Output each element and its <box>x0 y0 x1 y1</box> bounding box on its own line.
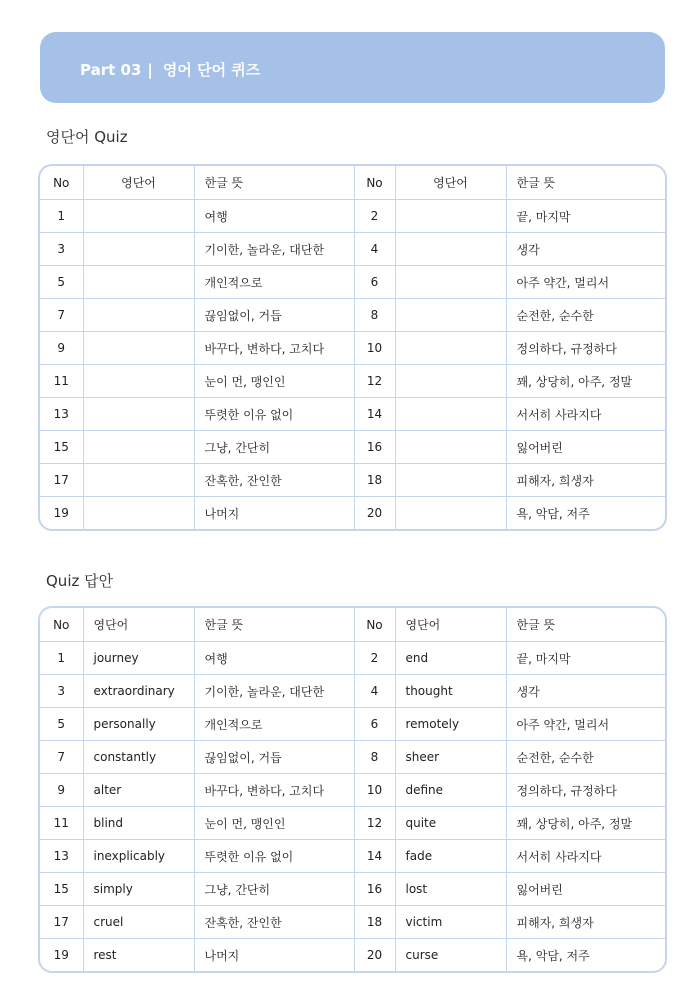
row-number: 3 <box>40 233 83 266</box>
row-word: alter <box>83 774 194 807</box>
row-meaning: 나머지 <box>194 939 354 972</box>
quiz-row <box>40 299 665 332</box>
answer-row <box>40 873 665 906</box>
row-word: extraordinary <box>83 675 194 708</box>
row-meaning: 바꾸다, 변하다, 고치다 <box>194 332 354 365</box>
row-meaning: 서서히 사라지다 <box>506 398 665 431</box>
row-meaning: 잃어버린 <box>506 431 665 464</box>
row-meaning: 잃어버린 <box>506 873 665 906</box>
row-word: inexplicably <box>83 840 194 873</box>
row-meaning: 뚜렷한 이유 없이 <box>194 840 354 873</box>
row-word: define <box>395 774 506 807</box>
row-number: 9 <box>40 332 83 365</box>
row-meaning: 잔혹한, 잔인한 <box>194 906 354 939</box>
word-blank <box>83 299 194 332</box>
row-number: 11 <box>40 807 83 840</box>
row-number: 12 <box>354 365 395 398</box>
row-number: 20 <box>354 939 395 972</box>
row-number: 11 <box>40 365 83 398</box>
word-blank <box>83 365 194 398</box>
row-meaning: 눈이 먼, 맹인인 <box>194 807 354 840</box>
word-blank <box>395 332 506 365</box>
row-number: 10 <box>354 774 395 807</box>
row-number: 1 <box>40 642 83 675</box>
word-blank <box>395 398 506 431</box>
quiz-row <box>40 431 665 464</box>
quiz-row <box>40 266 665 299</box>
answer-table <box>38 606 667 973</box>
row-number: 5 <box>40 266 83 299</box>
header-word: 영단어 <box>395 608 506 642</box>
row-word: victim <box>395 906 506 939</box>
row-number: 4 <box>354 675 395 708</box>
banner-title <box>80 59 260 80</box>
row-meaning: 아주 약간, 멀리서 <box>506 266 665 299</box>
row-number: 7 <box>40 741 83 774</box>
row-meaning: 그냥, 간단히 <box>194 873 354 906</box>
header-no: No <box>40 608 83 642</box>
row-meaning: 서서히 사라지다 <box>506 840 665 873</box>
row-number: 6 <box>354 266 395 299</box>
word-blank <box>395 431 506 464</box>
row-meaning: 꽤, 상당히, 아주, 정말 <box>506 807 665 840</box>
row-meaning: 아주 약간, 멀리서 <box>506 708 665 741</box>
row-number: 1 <box>40 200 83 233</box>
row-word: fade <box>395 840 506 873</box>
row-number: 20 <box>354 497 395 530</box>
header-word: 영단어 <box>83 166 194 200</box>
row-meaning: 순전한, 순수한 <box>506 299 665 332</box>
row-word: thought <box>395 675 506 708</box>
row-meaning: 피해자, 희생자 <box>506 464 665 497</box>
word-blank <box>83 464 194 497</box>
row-number: 19 <box>40 939 83 972</box>
header-meaning: 한글 뜻 <box>506 166 665 200</box>
quiz-row <box>40 332 665 365</box>
row-meaning: 뚜렷한 이유 없이 <box>194 398 354 431</box>
word-blank <box>83 233 194 266</box>
row-meaning: 눈이 먼, 맹인인 <box>194 365 354 398</box>
row-meaning: 여행 <box>194 642 354 675</box>
row-meaning: 생각 <box>506 233 665 266</box>
word-blank <box>83 332 194 365</box>
word-blank <box>395 233 506 266</box>
header-meaning: 한글 뜻 <box>506 608 665 642</box>
row-word: end <box>395 642 506 675</box>
banner-heading: 영어 단어 퀴즈 <box>162 61 261 79</box>
word-blank <box>83 200 194 233</box>
row-word: remotely <box>395 708 506 741</box>
answer-row <box>40 774 665 807</box>
row-number: 14 <box>354 398 395 431</box>
row-word: constantly <box>83 741 194 774</box>
row-number: 14 <box>354 840 395 873</box>
row-word: journey <box>83 642 194 675</box>
row-number: 19 <box>40 497 83 530</box>
word-blank <box>83 497 194 530</box>
row-meaning: 기이한, 놀라운, 대단한 <box>194 233 354 266</box>
row-meaning: 그냥, 간단히 <box>194 431 354 464</box>
row-number: 13 <box>40 840 83 873</box>
row-word: rest <box>83 939 194 972</box>
row-number: 10 <box>354 332 395 365</box>
word-blank <box>395 464 506 497</box>
row-number: 6 <box>354 708 395 741</box>
answer-row <box>40 906 665 939</box>
row-word: personally <box>83 708 194 741</box>
row-number: 4 <box>354 233 395 266</box>
word-blank <box>395 497 506 530</box>
row-number: 3 <box>40 675 83 708</box>
row-meaning: 나머지 <box>194 497 354 530</box>
quiz-row <box>40 497 665 530</box>
row-number: 13 <box>40 398 83 431</box>
row-word: simply <box>83 873 194 906</box>
row-meaning: 개인적으로 <box>194 266 354 299</box>
row-word: blind <box>83 807 194 840</box>
answer-row <box>40 708 665 741</box>
quiz-header-row <box>40 166 665 200</box>
answer-row <box>40 807 665 840</box>
row-number: 9 <box>40 774 83 807</box>
row-meaning: 잔혹한, 잔인한 <box>194 464 354 497</box>
row-word: cruel <box>83 906 194 939</box>
row-meaning: 끝, 마지막 <box>506 642 665 675</box>
header-no: No <box>40 166 83 200</box>
quiz-section-title: 영단어 Quiz <box>46 128 128 146</box>
row-number: 8 <box>354 741 395 774</box>
row-meaning: 바꾸다, 변하다, 고치다 <box>194 774 354 807</box>
row-meaning: 욕, 악담, 저주 <box>516 948 590 963</box>
row-meaning: 기이한, 놀라운, 대단한 <box>194 675 354 708</box>
row-meaning: 끊임없이, 거듭 <box>194 299 354 332</box>
row-meaning: 끝, 마지막 <box>506 200 665 233</box>
answer-section-title: Quiz 답안 <box>46 572 114 590</box>
answer-row <box>40 642 665 675</box>
word-blank <box>83 398 194 431</box>
banner-separator: | <box>147 61 153 79</box>
quiz-row <box>40 200 665 233</box>
row-number: 2 <box>354 200 395 233</box>
quiz-row <box>40 398 665 431</box>
header-meaning: 한글 뜻 <box>194 608 354 642</box>
answer-row <box>40 840 665 873</box>
word-blank <box>395 266 506 299</box>
row-word: sheer <box>395 741 506 774</box>
row-number: 15 <box>40 431 83 464</box>
header-word: 영단어 <box>395 166 506 200</box>
row-number: 7 <box>40 299 83 332</box>
quiz-table <box>38 164 667 531</box>
row-number: 2 <box>354 642 395 675</box>
header-no: No <box>354 608 395 642</box>
row-meaning: 정의하다, 규정하다 <box>506 332 665 365</box>
row-word: curse <box>395 939 506 972</box>
row-number: 16 <box>354 873 395 906</box>
word-blank <box>83 431 194 464</box>
row-number: 18 <box>354 906 395 939</box>
row-number: 17 <box>40 464 83 497</box>
row-word: lost <box>395 873 506 906</box>
row-number: 18 <box>354 464 395 497</box>
answer-row <box>40 741 665 774</box>
row-number: 16 <box>354 431 395 464</box>
answer-row <box>40 939 665 972</box>
answer-row <box>40 675 665 708</box>
header-meaning: 한글 뜻 <box>194 166 354 200</box>
row-meaning: 피해자, 희생자 <box>506 906 665 939</box>
part-label: Part 03 <box>80 61 142 79</box>
row-meaning: 정의하다, 규정하다 <box>506 774 665 807</box>
quiz-row <box>40 464 665 497</box>
word-blank <box>395 299 506 332</box>
quiz-row <box>40 365 665 398</box>
row-meaning: 생각 <box>506 675 665 708</box>
header-word: 영단어 <box>83 608 194 642</box>
word-blank <box>395 365 506 398</box>
row-meaning: 꽤, 상당히, 아주, 정말 <box>506 365 665 398</box>
row-meaning: 개인적으로 <box>194 708 354 741</box>
quiz-row <box>40 233 665 266</box>
word-blank <box>395 200 506 233</box>
word-blank <box>83 266 194 299</box>
row-meaning: 욕, 악담, 저주 <box>516 506 590 521</box>
header-banner <box>40 32 665 103</box>
row-number: 8 <box>354 299 395 332</box>
row-number: 12 <box>354 807 395 840</box>
answer-header-row <box>40 608 665 642</box>
row-number: 17 <box>40 906 83 939</box>
row-meaning: 여행 <box>194 200 354 233</box>
header-no: No <box>354 166 395 200</box>
row-meaning: 끊임없이, 거듭 <box>194 741 354 774</box>
row-meaning: 순전한, 순수한 <box>506 741 665 774</box>
row-number: 5 <box>40 708 83 741</box>
row-word: quite <box>395 807 506 840</box>
row-number: 15 <box>40 873 83 906</box>
